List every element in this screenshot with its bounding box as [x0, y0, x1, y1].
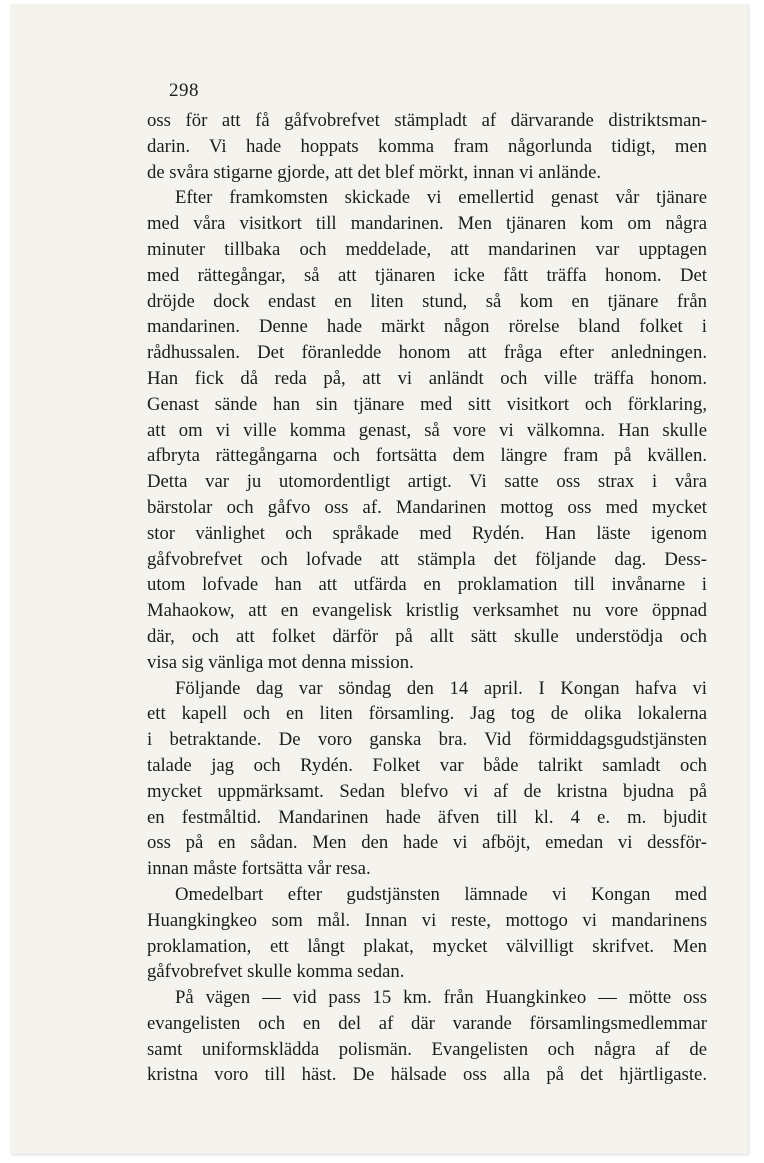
text-line: samt uniformsklädda polismän. Evangelisten och några af de — [147, 1038, 707, 1060]
text-line: oss på en sådan. Men den hade vi afböjt, emedan vi dessför- — [147, 832, 707, 854]
page-number: 298 — [169, 80, 199, 101]
text-line: de svåra stigarne gjorde, att det blef mörkt, innan vi anlände. — [147, 161, 602, 183]
text-line: gåfvobrefvet och lofvade att stämpla det följande dag. Dess- — [147, 548, 707, 570]
text-line: med rättegångar, så att tjänaren icke fått träffa honom. Det — [147, 264, 707, 286]
text-line: oss för att få gåfvobrefvet stämpladt af därvarande distriktsman- — [147, 110, 707, 131]
text-line: bärstolar och gåfvo oss af. Mandarinen mottog oss med mycket — [147, 496, 707, 518]
text-line: rådhussalen. Det föranledde honom att fråga efter anledningen. — [147, 342, 707, 364]
text-line: Efter framkomsten skickade vi emellertid genast vår tjänare — [175, 187, 707, 209]
text-line: Genast sände han sin tjänare med sitt visitkort och förklaring, — [147, 393, 707, 415]
text-line: minuter tillbaka och meddelade, att mandarinen var upptagen — [147, 238, 707, 260]
text-line: Följande dag var söndag den 14 april. I Kongan hafva vi — [175, 677, 707, 699]
text-line: På vägen — vid pass 15 km. från Huangkinkeo — mötte oss — [175, 987, 707, 1009]
text-line: darin. Vi hade hoppats komma fram någorlunda tidigt, men — [147, 135, 707, 157]
text-line: ett kapell och en liten församling. Jag tog de olika lokalerna — [147, 703, 707, 725]
text-line: kristna voro till häst. De hälsade oss alla på det hjärtligaste. — [147, 1064, 707, 1086]
text-line: mandarinen. Denne hade märkt någon rörelse bland folket i — [147, 316, 707, 338]
body-text — [147, 108, 707, 1088]
text-line: Detta var ju utomordentligt artigt. Vi satte oss strax i våra — [147, 471, 707, 493]
text-line: stor vänlighet och språkade med Rydén. Han läste igenom — [147, 522, 707, 544]
text-line: evangelisten och en del af där varande församlingsmedlemmar — [147, 1012, 707, 1034]
book-page — [10, 4, 748, 1154]
text-line: gåfvobrefvet skulle komma sedan. — [147, 961, 405, 983]
text-line: dröjde dock endast en liten stund, så kom en tjänare från — [147, 290, 707, 312]
text-line: Omedelbart efter gudstjänsten lämnade vi Kongan med — [175, 883, 707, 905]
text-line: visa sig vänliga mot denna mission. — [147, 651, 414, 673]
text-line: att om vi ville komma genast, så vore vi välkomna. Han skulle — [147, 419, 707, 441]
text-line: proklamation, ett långt plakat, mycket välvilligt skrifvet. Men — [147, 935, 707, 957]
text-line: mycket uppmärksamt. Sedan blefvo vi af de kristna bjudna på — [147, 780, 707, 802]
text-line: i betraktande. De voro ganska bra. Vid förmiddagsgudstjänsten — [147, 729, 707, 751]
text-line: innan måste fortsätta vår resa. — [147, 858, 371, 880]
text-line: med våra visitkort till mandarinen. Men tjänaren kom om några — [147, 213, 707, 235]
text-line: Han fick då reda på, att vi anländt och ville träffa honom. — [147, 367, 707, 389]
text-line: där, och att folket därför på allt sätt skulle understödja och — [147, 625, 707, 647]
text-line: Mahaokow, att en evangelisk kristlig verksamhet nu vore öppnad — [147, 600, 707, 622]
text-line: talade jag och Rydén. Folket var både talrikt samladt och — [147, 754, 707, 776]
text-line: utom lofvade han att utfärda en proklamation till invånarne i — [147, 574, 707, 596]
text-line: Huangkingkeo som mål. Innan vi reste, mottogo vi mandarinens — [147, 909, 707, 931]
text-line: afbryta rättegångarna och fortsätta dem längre fram på kvällen. — [147, 445, 707, 467]
text-line: en festmåltid. Mandarinen hade äfven till kl. 4 e. m. bjudit — [147, 806, 707, 828]
